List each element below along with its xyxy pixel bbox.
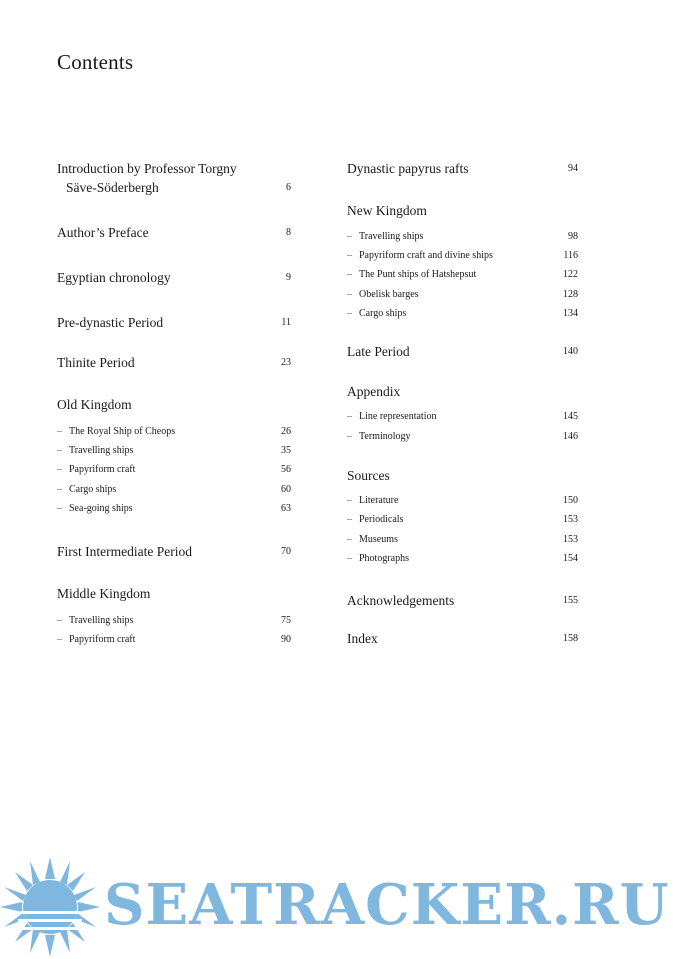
toc-subentry[interactable] [57, 444, 291, 458]
toc-subentry[interactable] [57, 463, 291, 477]
toc-subentry-label: Terminology [359, 431, 411, 442]
toc-page-number: 26 [281, 426, 291, 437]
toc-page-number: 70 [281, 546, 291, 557]
toc-subentry-label: Museums [359, 534, 398, 545]
toc-subentry[interactable] [57, 502, 291, 516]
dash-marker: – [57, 426, 62, 437]
toc-subentry[interactable] [57, 425, 291, 439]
toc-entry-label: Dynastic papyrus rafts [347, 161, 469, 176]
toc-page-number: 153 [563, 514, 578, 525]
dash-marker: – [57, 464, 62, 475]
toc-subentry[interactable] [347, 410, 578, 424]
watermark-text: SEATRACKER.RU [104, 872, 670, 938]
toc-subentry[interactable] [347, 230, 578, 244]
dash-marker: – [347, 411, 352, 422]
toc-page-number: 128 [563, 289, 578, 300]
dash-marker: – [347, 231, 352, 242]
toc-page-number: 90 [281, 634, 291, 645]
dash-marker: – [347, 495, 352, 506]
toc-page-number: 23 [281, 357, 291, 368]
toc-section-heading-old-kingdom: Old Kingdom [57, 397, 132, 412]
toc-subentry-label: The Punt ships of Hatshepsut [359, 269, 477, 280]
toc-subentry[interactable] [347, 533, 578, 547]
toc-subentry[interactable] [57, 483, 291, 497]
toc-entry-label: Index [347, 631, 378, 646]
toc-entry-late-period[interactable] [347, 342, 578, 361]
toc-subentry[interactable] [57, 633, 291, 647]
toc-subentry[interactable] [347, 513, 578, 527]
toc-entry-label-line2: Säve-Söderbergh [66, 180, 159, 195]
toc-section-heading-middle-kingdom: Middle Kingdom [57, 586, 151, 601]
toc-page-number: 75 [281, 615, 291, 626]
toc-subentry-label: Sea-going ships [69, 503, 133, 514]
dash-marker: – [57, 445, 62, 456]
toc-subentry-label: Papyriform craft [69, 634, 136, 645]
toc-page-number: 146 [563, 431, 578, 442]
toc-subentry-label: Papyriform craft and divine ships [359, 250, 493, 261]
toc-entry-label: Pre-dynastic Period [57, 315, 164, 330]
toc-page-number: 56 [281, 464, 291, 475]
dash-marker: – [347, 534, 352, 545]
toc-page-number: 98 [568, 231, 578, 242]
toc-subentry-label: Cargo ships [359, 308, 407, 319]
toc-page-number: 122 [563, 269, 578, 280]
toc-subentry[interactable] [57, 614, 291, 628]
toc-section-heading-sources: Sources [347, 468, 390, 483]
toc-page-number: 6 [286, 182, 291, 193]
toc-page-number: 63 [281, 503, 291, 514]
toc-page-number: 35 [281, 445, 291, 456]
toc-entry-label: Acknowledgements [347, 593, 455, 608]
toc-page-number: 145 [563, 411, 578, 422]
toc-entry-predynastic[interactable] [57, 313, 291, 332]
toc-subentry[interactable] [347, 288, 578, 302]
toc-entry-label: Late Period [347, 344, 410, 359]
toc-subentry-label: Cargo ships [69, 484, 117, 495]
toc-entry-label: First Intermediate Period [57, 544, 192, 559]
toc-page-number: 116 [563, 250, 578, 261]
dash-marker: – [347, 269, 352, 280]
dash-marker: – [347, 431, 352, 442]
toc-entry-dynastic-rafts[interactable] [347, 159, 578, 178]
toc-page-number: 158 [563, 633, 578, 644]
toc-subentry[interactable] [347, 307, 578, 321]
sea-waves-icon [18, 911, 82, 930]
dash-marker: – [347, 308, 352, 319]
toc-subentry[interactable] [347, 430, 578, 444]
toc-page-number: 150 [563, 495, 578, 506]
toc-entry-first-intermediate[interactable] [57, 542, 291, 561]
toc-subentry-label: Photographs [359, 553, 409, 564]
toc-page-number: 8 [286, 227, 291, 238]
dash-marker: – [57, 484, 62, 495]
toc-entry-chronology[interactable] [57, 268, 291, 287]
toc-entry-index[interactable] [347, 629, 578, 648]
dash-marker: – [347, 553, 352, 564]
toc-entry-introduction[interactable] [57, 159, 291, 197]
toc-subentry[interactable] [347, 249, 578, 263]
toc-entry-acknowledgements[interactable] [347, 591, 578, 610]
page-title: Contents [57, 50, 134, 74]
dash-marker: – [57, 615, 62, 626]
toc-subentry-label: Travelling ships [69, 615, 134, 626]
toc-entry-preface[interactable] [57, 223, 291, 242]
toc-subentry[interactable] [347, 552, 578, 566]
toc-subentry-label: Periodicals [359, 514, 404, 525]
toc-page-number: 9 [286, 272, 291, 283]
dash-marker: – [57, 634, 62, 645]
toc-section-heading-appendix: Appendix [347, 384, 401, 399]
toc-entry-label [57, 159, 291, 197]
toc-subentry-label: Obelisk barges [359, 289, 419, 300]
toc-page-number: 134 [563, 308, 578, 319]
toc-subentry-label: Travelling ships [359, 231, 424, 242]
toc-subentry-label: Papyriform craft [69, 464, 136, 475]
toc-entry-label: Thinite Period [57, 355, 135, 370]
toc-subentry-label: The Royal Ship of Cheops [69, 426, 176, 437]
dash-marker: – [57, 503, 62, 514]
dash-marker: – [347, 289, 352, 300]
toc-subentry-label: Travelling ships [69, 445, 134, 456]
toc-entry-label: Egyptian chronology [57, 270, 171, 285]
toc-page-number: 60 [281, 484, 291, 495]
dash-marker: – [347, 514, 352, 525]
sun-icon [0, 857, 100, 957]
toc-page-number: 153 [563, 534, 578, 545]
toc-subentry[interactable] [347, 494, 578, 508]
toc-entry-label: Author’s Preface [57, 225, 149, 240]
dash-marker: – [347, 250, 352, 261]
toc-page-number: 11 [281, 317, 291, 328]
toc-subentry[interactable] [347, 268, 578, 282]
toc-section-heading-new-kingdom: New Kingdom [347, 203, 427, 218]
toc-page-number: 94 [568, 163, 578, 174]
toc-page-number: 140 [563, 346, 578, 357]
toc-entry-label-line1: Introduction by Professor Torgny [57, 161, 237, 176]
toc-page-number: 155 [563, 595, 578, 606]
toc-entry-thinite[interactable] [57, 353, 291, 372]
toc-page-number: 154 [563, 553, 578, 564]
toc-subentry-label: Line representation [359, 411, 437, 422]
toc-subentry-label: Literature [359, 495, 399, 506]
